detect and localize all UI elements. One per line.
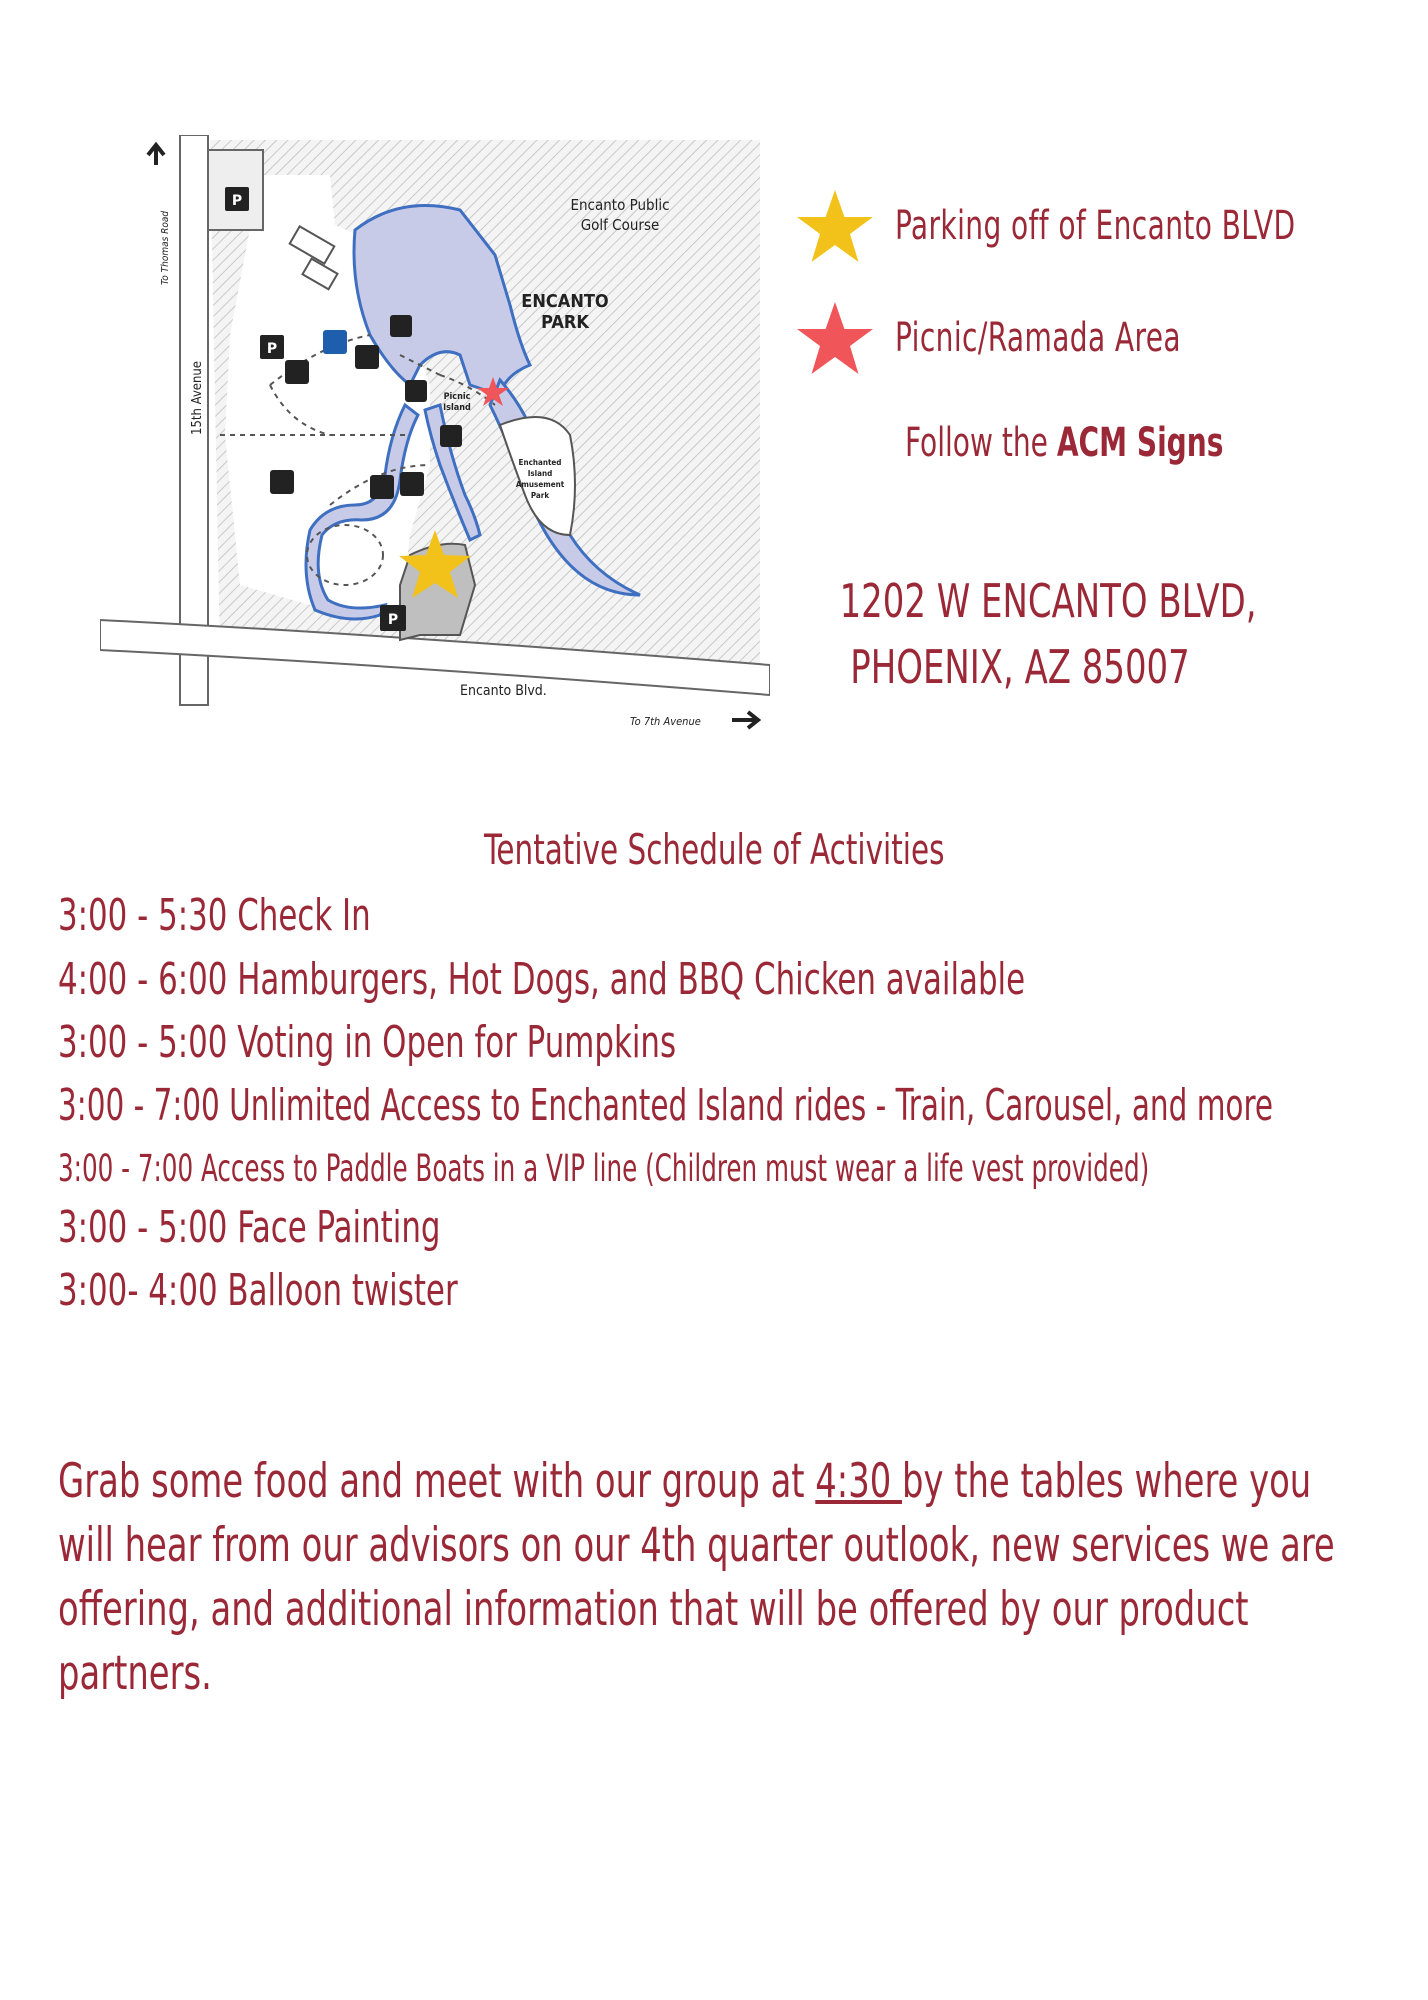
address <box>800 568 1257 700</box>
svg-text:Amusement: Amusement <box>515 480 565 489</box>
schedule-item: 3:00- 4:00 Balloon twister <box>58 1265 458 1316</box>
svg-text:Island: Island <box>527 469 553 478</box>
road-15th-avenue: 15th Avenue <box>190 361 205 435</box>
schedule-item: 3:00 - 7:00 Access to Paddle Boats in a VIP line (Children must wear a life vest provided) <box>58 1147 1150 1190</box>
svg-text:P: P <box>266 341 278 357</box>
schedule-item: 3:00 - 5:00 Voting in Open for Pumpkins <box>58 1017 677 1068</box>
svg-text:Park: Park <box>530 491 550 500</box>
golf-label-2: Golf Course <box>580 216 660 234</box>
schedule-item: 3:00 - 7:00 Unlimited Access to Enchanted Island rides - Train, Carousel, and more <box>58 1080 1274 1131</box>
park-label-2: PARK <box>541 312 589 333</box>
acm-signs: ACM Signs <box>1056 420 1224 466</box>
park-label-1: ENCANTO <box>521 291 609 312</box>
schedule-title: Tentative Schedule of Activities <box>483 825 945 874</box>
meeting-time: 4:30 <box>815 1454 902 1509</box>
svg-text:Enchanted: Enchanted <box>518 458 562 467</box>
follow-signs: Follow the ACM Signs <box>905 420 1224 466</box>
closing-line-1: Grab some food and meet with our group at 4:30 by the tables where you <box>58 1454 1312 1509</box>
parking-star-icon <box>795 188 875 264</box>
svg-text:P: P <box>387 612 399 628</box>
closing-line-3: offering, and additional information that will be offered by our product <box>58 1582 1249 1637</box>
closing-line-4: partners. <box>58 1646 212 1701</box>
picnic-star-icon <box>795 300 875 376</box>
schedule-item: 3:00 - 5:30 Check In <box>58 890 371 941</box>
legend-parking-text: Parking off of Encanto BLVD <box>895 203 1296 249</box>
svg-text:Picnic: Picnic <box>443 392 471 402</box>
address-line-1: 1202 W ENCANTO BLVD, <box>839 574 1257 628</box>
legend-picnic-text: Picnic/Ramada Area <box>895 315 1181 361</box>
closing-paragraph <box>58 1450 1418 1706</box>
schedule-item: 4:00 - 6:00 Hamburgers, Hot Dogs, and BBQ Chicken available <box>58 954 1026 1005</box>
legend-parking <box>795 188 1408 264</box>
road-encanto-blvd: Encanto Blvd. <box>460 683 547 699</box>
closing-line-2: will hear from our advisors on our 4th quarter outlook, new services we are <box>58 1518 1335 1573</box>
legend-picnic <box>795 300 1262 376</box>
address-line-2: PHOENIX, AZ 85007 <box>850 640 1190 694</box>
arrow-right-icon <box>732 712 758 728</box>
park-map <box>100 135 770 735</box>
arrow-up-icon <box>148 145 164 165</box>
to-7th-avenue: To 7th Avenue <box>630 715 701 728</box>
schedule-item: 3:00 - 5:00 Face Painting <box>58 1202 441 1253</box>
to-thomas-road: To Thomas Road <box>160 210 171 285</box>
golf-label-1: Encanto Public <box>570 196 670 214</box>
svg-text:Island: Island <box>443 403 471 413</box>
svg-text:P: P <box>231 193 243 209</box>
